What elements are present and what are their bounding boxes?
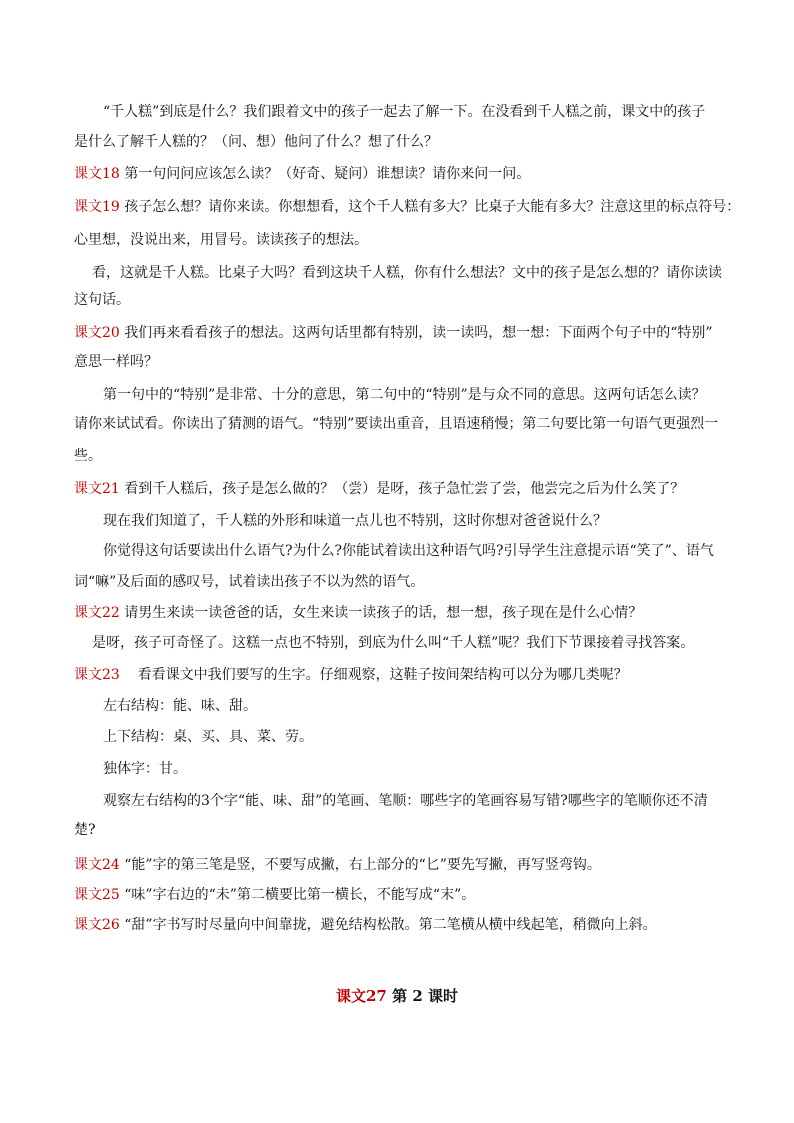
lesson-tag: 课文22	[74, 605, 120, 621]
text-line	[74, 352, 158, 372]
text-line	[74, 197, 740, 217]
lesson-tag: 课文18	[74, 166, 120, 182]
line-text: 看到千人糕后，孩子是怎么做的？（尝）是呀，孩子急忙尝了尝，他尝完之后为什么笑了？	[119, 481, 685, 497]
line-text: 独体字：甘。	[103, 761, 187, 777]
line-text: 观察左右结构的3个字“能、味、甜”的笔画、笔顺：哪些字的笔画容易写错?哪些字的笔顺你还不清	[103, 793, 708, 809]
line-text: 现在我们知道了，千人糕的外形和味道一点儿也不特别，这时你想对爸爸说什么？	[103, 513, 607, 529]
text-line	[74, 230, 368, 250]
text-line	[92, 633, 694, 653]
text-line	[74, 665, 628, 685]
text-line	[103, 727, 313, 747]
line-text: 是呀，孩子可奇怪了。这糕一点也不特别，到底为什么叫“千人糕”呢？我们下节课接着寻找答案。	[92, 635, 695, 651]
line-text: 第一句中的“特别”是非常、十分的意思，第二句中的“特别”是与众不同的意思。这两句话怎么读？	[103, 387, 706, 403]
line-text: 我们再来看看孩子的想法。这两句话里都有特别，读一读吗，想一想：下面两个句子中的“特别”	[119, 325, 713, 341]
text-line	[74, 572, 424, 592]
line-text: 这句话。	[74, 292, 130, 308]
text-line	[74, 290, 130, 310]
text-line	[74, 164, 530, 184]
text-line	[103, 759, 187, 779]
lesson-tag: 课文24	[74, 857, 120, 873]
line-text: “味”字右边的“未”第二横要比第一横长，不能写成“末”。	[119, 887, 476, 903]
text-line	[103, 511, 607, 531]
text-line	[74, 446, 102, 466]
text-line	[74, 855, 601, 875]
line-text: 是什么了解千人糕的？（问、想）他问了什么？想了什么？	[74, 134, 438, 150]
line-text: 请男生来读一读爸爸的话，女生来读一读孩子的话，想一想，孩子现在是什么心情？	[119, 605, 643, 621]
lesson-tag: 课文19	[74, 199, 120, 215]
line-text: 上下结构：桌、买、具、菜、劳。	[103, 729, 313, 745]
text-line	[74, 132, 438, 152]
line-text: 些。	[74, 448, 102, 464]
line-text: 第一句问问应该怎么读？（好奇、疑问）谁想读？请你来问一问。	[119, 166, 531, 182]
text-line	[74, 915, 657, 935]
line-text: 楚?	[74, 822, 96, 838]
lesson-tag: 课文21	[74, 481, 120, 497]
lesson-tag: 课文23	[74, 667, 120, 683]
text-line	[103, 385, 706, 405]
section-title-text: 第 2 课时	[386, 987, 458, 1005]
text-line	[74, 820, 96, 840]
section-title-tag: 课文27	[336, 987, 387, 1005]
lesson-tag: 课文26	[74, 917, 120, 933]
lesson-tag: 课文20	[74, 325, 120, 341]
text-line	[74, 479, 684, 499]
line-text: 孩子怎么想？请你来读。你想想看，这个千人糕有多大？比桌子大能有多大？注意这里的标点符号：	[119, 199, 741, 215]
line-text: “甜”字书写时尽量向中间靠拢，避免结构松散。第二笔横从横中线起笔，稍微向上斜。	[119, 917, 657, 933]
line-text: 看，这就是千人糕。比桌子大吗？看到这块千人糕，你有什么想法？文中的孩子是怎么想的？请你读读	[92, 265, 722, 281]
line-text: “千人糕”到底是什么？我们跟着文中的孩子一起去了解一下。在没看到千人糕之前，课文中的孩子	[103, 104, 706, 120]
lesson-tag: 课文25	[74, 887, 120, 903]
text-line	[74, 323, 713, 343]
text-line	[74, 414, 718, 434]
line-text: 看看课文中我们要写的生字。仔细观察，这鞋子按间架结构可以分为哪几类呢？	[119, 667, 628, 683]
line-text: 请你来试试看。你读出了猜测的语气。“特别”要读出重音，且语速稍慢；第二句要比第一句语气更强烈一	[74, 416, 719, 432]
text-line	[92, 263, 722, 283]
line-text: “能”字的第三笔是竖，不要写成撇，右上部分的“匕”要先写撇，再写竖弯钩。	[119, 857, 601, 873]
text-line	[103, 102, 705, 122]
line-text: 意思一样吗？	[74, 354, 158, 370]
text-line	[103, 696, 257, 716]
line-text: 心里想，没说出来，用冒号。读读孩子的想法。	[74, 232, 368, 248]
text-line	[103, 791, 708, 811]
section-title	[0, 985, 794, 1006]
line-text: 你觉得这句话要读出什么语气?为什么?你能试着读出这种语气吗?引导学生注意提示语“笑了”、语气	[103, 543, 714, 559]
line-text: 词“嘛”及后面的感叹号，试着读出孩子不以为然的语气。	[74, 574, 425, 590]
text-line	[103, 541, 714, 561]
text-line	[74, 603, 642, 623]
line-text: 左右结构：能、味、甜。	[103, 698, 257, 714]
text-line	[74, 885, 475, 905]
